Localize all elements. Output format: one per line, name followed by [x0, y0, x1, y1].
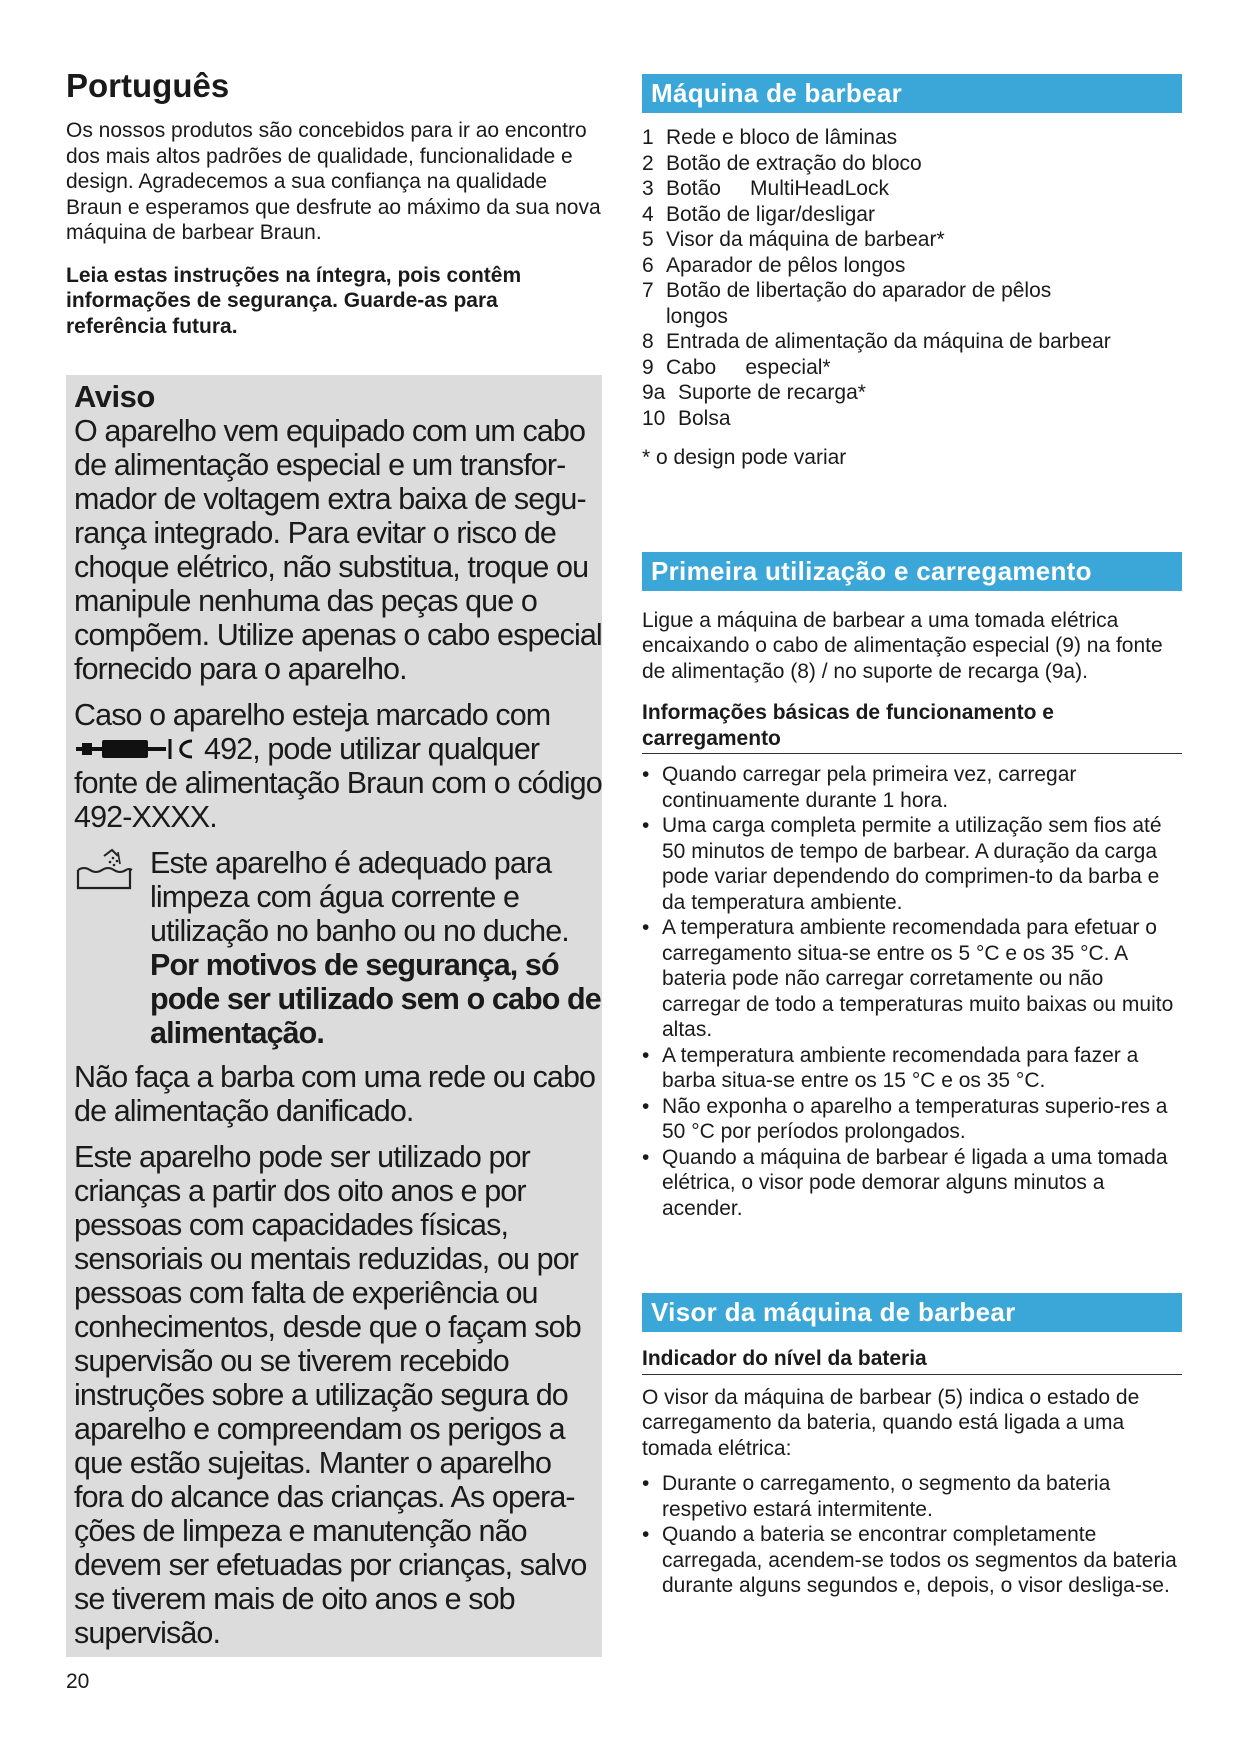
display-paragraph: O visor da máquina de barbear (5) indica o estado de carregamento da bateria, quando está ligada a uma tomada elétrica:	[642, 1385, 1140, 1460]
subheading-battery-level: Indicador do nível da bateria	[642, 1346, 1182, 1375]
bath-shower-icon	[74, 846, 144, 1050]
section-heading-shaver: Máquina de barbear	[642, 74, 1182, 113]
page-title: Português	[66, 67, 230, 104]
list-item: • Uma carga completa permite a utilização sem fios até 50 minutos de tempo de barbear. A duração da carga pode variar dependendo do comprimen-to da barba e da temperatura ambiente.	[642, 814, 1162, 914]
intro-paragraph: Os nossos produtos são concebidos para ir ao encontro dos mais altos padrões de qualidade, funcionalidade e design. Agradecemos a sua confiança na qualidade Braun e esperamos que desfrute ao máximo da sua nova máquina de barbear Braun.	[66, 119, 601, 244]
display-bullet-list	[642, 1471, 1182, 1599]
list-item: • A temperatura ambiente recomendada para efetuar o carregamento situa-se entre os 5 °C e os 35 °C. A bateria pode não carregar corretamente ou não carregar de todo a temperaturas muito baixas ou muito altas.	[642, 916, 1174, 1041]
page-number: 20	[66, 1670, 90, 1693]
list-item: • Quando carregar pela primeira vez, carregar continuamente durante 1 hora.	[642, 763, 1077, 812]
list-item: • Durante o carregamento, o segmento da bateria respetivo estará intermitente.	[642, 1472, 1111, 1521]
parts-list	[642, 125, 1182, 431]
bath-usage-row	[74, 846, 602, 1050]
power-supply-plug-icon	[74, 737, 196, 761]
warning-title: Aviso	[74, 379, 155, 414]
warning-paragraph-power-supply	[74, 698, 602, 834]
section-heading-first-use: Primeira utilização e carregamento	[642, 552, 1182, 591]
section-heading-display: Visor da máquina de barbear	[642, 1293, 1182, 1332]
power-supply-line1: Caso o aparelho esteja marcado com	[74, 698, 551, 732]
bath-usage-text	[144, 846, 602, 1050]
right-column	[642, 74, 1182, 1599]
first-use-paragraph: Ligue a máquina de barbear a uma tomada elétrica encaixando o cabo de alimentação especial (9) na fonte de alimentação (8) / no suporte de recarga (9a).	[642, 608, 1163, 683]
list-item: 1 Rede e bloco de lâminas	[642, 126, 898, 149]
list-item: 4 Botão de ligar/desligar	[642, 202, 875, 226]
list-item: • Não exponha o aparelho a temperaturas superio-res a 50 °C por períodos prolongados.	[642, 1094, 1168, 1143]
warning-box	[66, 375, 602, 1657]
left-column	[66, 66, 601, 339]
list-item: • Quando a bateria se encontrar completamente carregada, acendem-se todos os segmentos da bateria durante alguns segundos e, depois, o visor desliga-se.	[642, 1523, 1177, 1597]
charging-bullet-list	[642, 762, 1182, 1221]
bath-usage-normal: Este aparelho é adequado para limpeza com água corrente e utilização no banho ou no duche.	[150, 846, 569, 948]
subheading-basic-info: Informações básicas de funcionamento e carregamento	[642, 700, 1182, 754]
list-item: 10 Bolsa	[642, 406, 731, 430]
list-item: 6 Aparador de pêlos longos	[642, 253, 906, 277]
warning-paragraph-cable: O aparelho vem equipado com um cabo de alimentação especial e um transfor-mador de voltagem extra baixa de segu-rança integrado. Para evitar o risco de choque elétrico, não substitua, troque ou manipule nenhuma das peças que o compõem. Utilize apenas o cabo especial fornecido para o aparelho.	[74, 414, 602, 686]
bath-usage-bold: Por motivos de segurança, só pode ser utilizado sem o cabo de alimentação.	[150, 948, 601, 1050]
list-item: 9a Suporte de recarga*	[642, 381, 866, 404]
list-item: 9 Cabo especial*	[642, 355, 831, 379]
list-item: 8 Entrada de alimentação da máquina de barbear	[642, 330, 1111, 353]
list-item: 7 Botão de libertação do aparador de pêlos longos	[642, 279, 1052, 328]
warning-paragraph-damaged: Não faça a barba com uma rede ou cabo de alimentação danificado.	[74, 1060, 596, 1128]
power-supply-code: 492	[204, 732, 253, 766]
list-item: • Quando a máquina de barbear é ligada a uma tomada elétrica, o visor pode demorar alguns minutos a acender.	[642, 1145, 1168, 1220]
design-note: * o design pode variar	[642, 446, 847, 469]
warning-paragraph-children: Este aparelho pode ser utilizado por crianças a partir dos oito anos e por pessoas com capacidades físicas, sensoriais ou mentais reduzidas, ou por pessoas com falta de experiência ou conhecimentos, desde que o façam sob supervisão ou se tiverem recebido instruções sobre a utilização segura do aparelho e compreendam os perigos a que estão sujeitas. Manter o aparelho fora do alcance das crianças. As opera-ções de limpeza e manutenção não devem ser efetuadas por crianças, salvo se tiverem mais de oito anos e sob supervisão.	[74, 1140, 587, 1650]
list-item: • A temperatura ambiente recomendada para fazer a barba situa-se entre os 15 °C e os 35 °C.	[642, 1043, 1139, 1092]
list-item: 2 Botão de extração do bloco	[642, 151, 922, 175]
intro-bold-paragraph: Leia estas instruções na íntegra, pois contêm informações de segurança. Guarde-as para referência futura.	[66, 263, 522, 338]
power-supply-rest: , pode utilizar qualquer fonte de alimentação Braun com o código 492-XXXX.	[74, 732, 602, 834]
list-item: 5 Visor da máquina de barbear*	[642, 228, 945, 251]
list-item: 3 Botão MultiHeadLock	[642, 177, 889, 200]
